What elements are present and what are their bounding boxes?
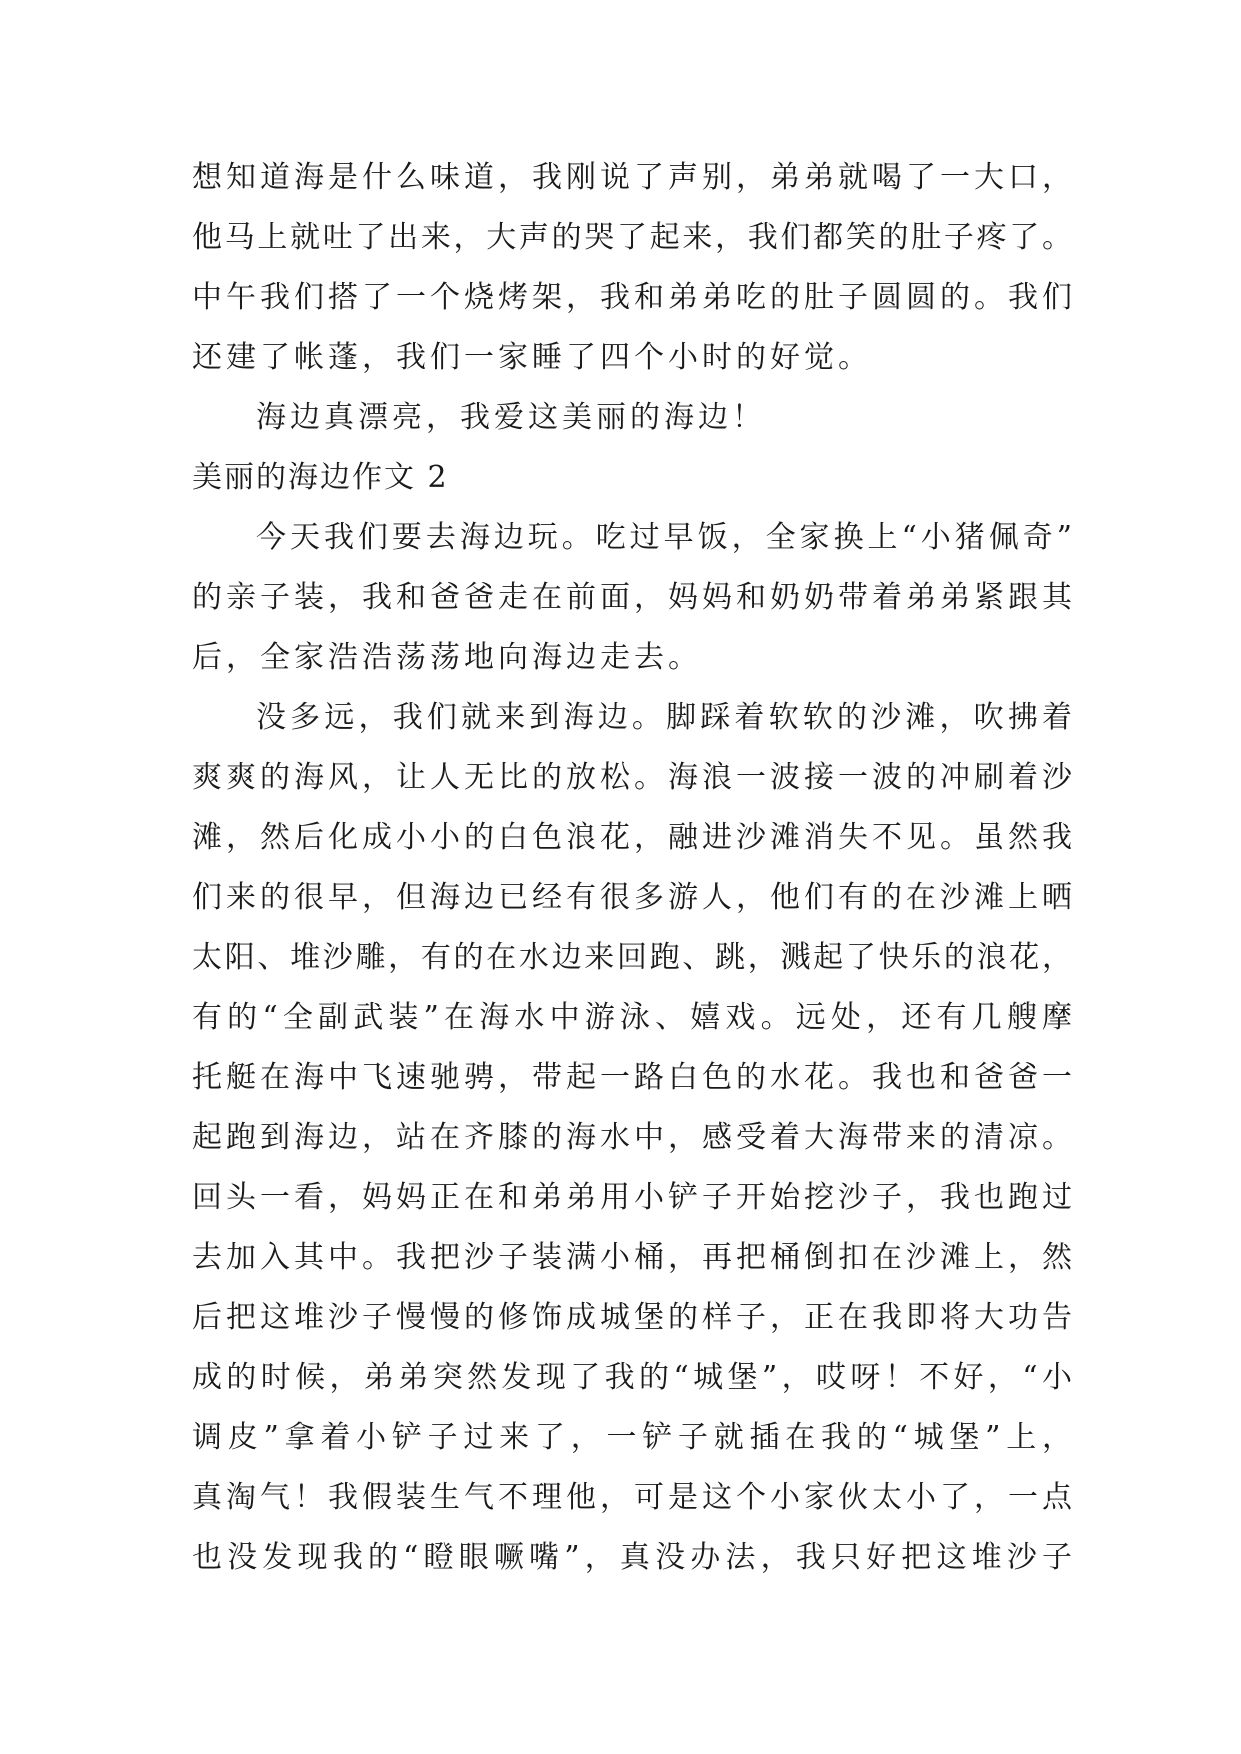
document-body bbox=[192, 148, 1072, 1588]
text-line: 们来的很早，但海边已经有很多游人，他们有的在沙滩上晒 bbox=[192, 880, 1072, 915]
text-line: 中午我们搭了一个烧烤架，我和弟弟吃的肚子圆圆的。我们 bbox=[192, 280, 1072, 315]
paragraph-continuation bbox=[192, 148, 1072, 388]
section-title bbox=[192, 448, 1072, 508]
text-line: 成的时候，弟弟突然发现了我的“城堡”，哎呀！不好，“小 bbox=[192, 1360, 1072, 1395]
text-line: 去加入其中。我把沙子装满小桶，再把桶倒扣在沙滩上，然 bbox=[192, 1240, 1072, 1275]
text-line: 调皮”拿着小铲子过来了，一铲子就插在我的“城堡”上， bbox=[192, 1420, 1072, 1455]
text-line: 想知道海是什么味道，我刚说了声别，弟弟就喝了一大口， bbox=[192, 160, 1072, 195]
text-line: 他马上就吐了出来，大声的哭了起来，我们都笑的肚子疼了。 bbox=[192, 220, 1072, 255]
text-line: 今天我们要去海边玩。吃过早饭，全家换上“小猪佩奇” bbox=[256, 520, 1072, 555]
text-line: 还建了帐蓬，我们一家睡了四个小时的好觉。 bbox=[192, 340, 872, 375]
text-line: 托艇在海中飞速驰骋，带起一路白色的水花。我也和爸爸一 bbox=[192, 1060, 1072, 1095]
text-line: 爽爽的海风，让人无比的放松。海浪一波接一波的冲刷着沙 bbox=[192, 760, 1072, 795]
paragraph-closing bbox=[192, 388, 1072, 448]
paragraph-intro bbox=[192, 508, 1072, 688]
text-line: 滩，然后化成小小的白色浪花，融进沙滩消失不见。虽然我 bbox=[192, 820, 1072, 855]
text-line: 的亲子装，我和爸爸走在前面，妈妈和奶奶带着弟弟紧跟其 bbox=[192, 580, 1072, 615]
text-line: 也没发现我的“瞪眼噘嘴”，真没办法，我只好把这堆沙子 bbox=[192, 1540, 1072, 1575]
text-line: 有的“全副武装”在海水中游泳、嬉戏。远处，还有几艘摩 bbox=[192, 1000, 1072, 1035]
section-title-text: 美丽的海边作文 2 bbox=[192, 460, 449, 495]
text-line: 回头一看，妈妈正在和弟弟用小铲子开始挖沙子，我也跑过 bbox=[192, 1180, 1072, 1215]
text-line: 后把这堆沙子慢慢的修饰成城堡的样子，正在我即将大功告 bbox=[192, 1300, 1072, 1335]
text-line: 真淘气！我假装生气不理他，可是这个小家伙太小了，一点 bbox=[192, 1480, 1072, 1515]
text-line: 后，全家浩浩荡荡地向海边走去。 bbox=[192, 640, 702, 675]
paragraph-body bbox=[192, 688, 1072, 1588]
text-line: 没多远，我们就来到海边。脚踩着软软的沙滩，吹拂着 bbox=[256, 700, 1072, 735]
text-line: 太阳、堆沙雕，有的在水边来回跑、跳，溅起了快乐的浪花， bbox=[192, 940, 1072, 975]
text-line: 起跑到海边，站在齐膝的海水中，感受着大海带来的清凉。 bbox=[192, 1120, 1072, 1155]
text-line: 海边真漂亮，我爱这美丽的海边！ bbox=[256, 400, 766, 435]
